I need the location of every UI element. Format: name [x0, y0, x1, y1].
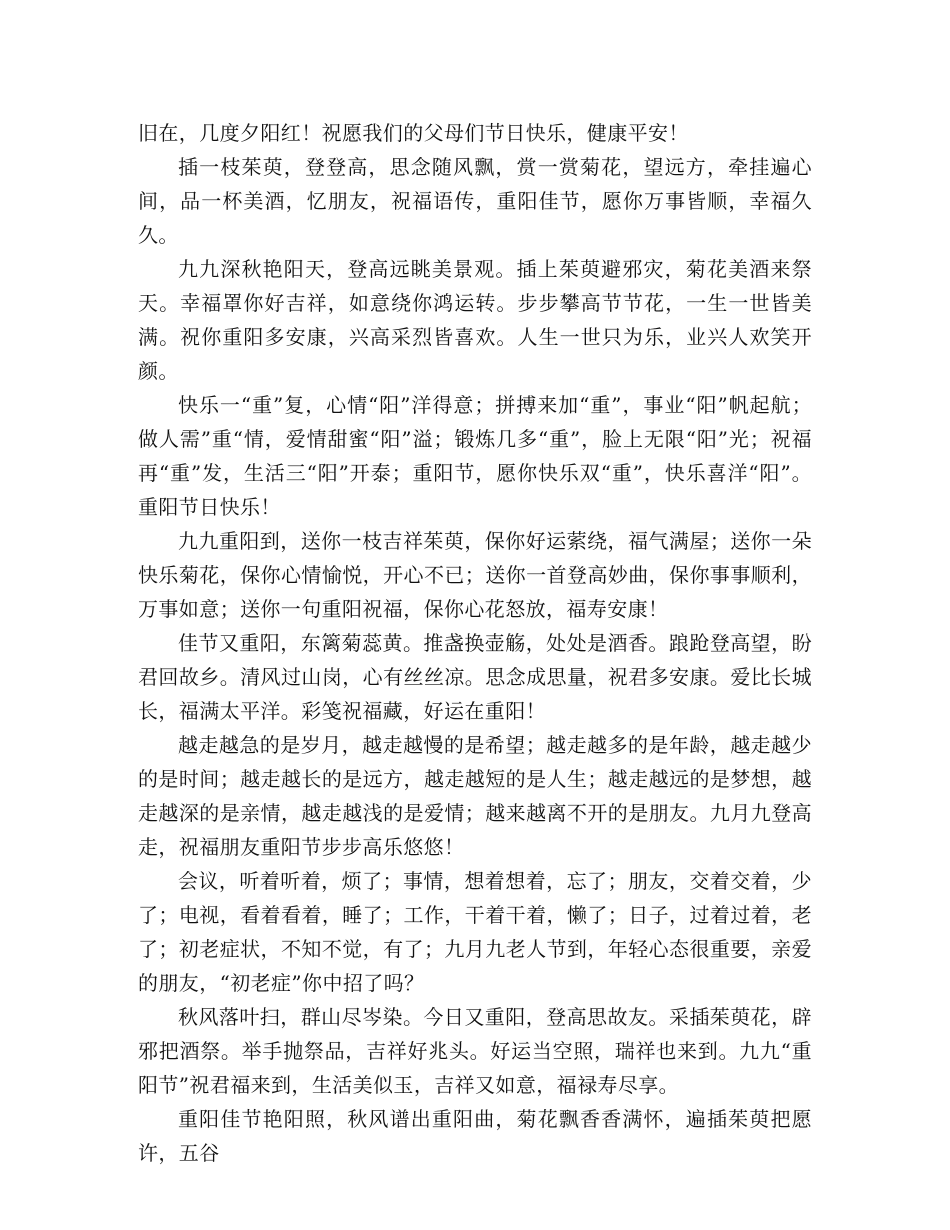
paragraph: 佳节又重阳，东篱菊蕊黄。推盏换壶觞，处处是酒香。踉跄登高望，盼君回故乡。清风过山岗，心有丝丝凉。思念成思量，祝君多安康。爱比长城长，福满太平洋。彩笺祝福藏，好运在重阳！ — [138, 631, 812, 723]
document-body — [138, 116, 812, 1170]
paragraph: 九九重阳到，送你一枝吉祥茱萸，保你好运萦绕，福气满屋；送你一朵快乐菊花，保你心情愉悦，开心不已；送你一首登高妙曲，保你事事顺利，万事如意；送你一句重阳祝福，保你心花怒放，福寿安康！ — [138, 529, 812, 621]
paragraph: 快乐一“重”复，心情“阳”洋得意；拼搏来加“重”，事业“阳”帆起航；做人需”重“情，爱情甜蜜“阳”溢；锻炼几多“重”，脸上无限“阳”光；祝福再“重”发，生活三“阳”开泰；重阳节，愿你快乐双“重”，快乐喜洋“阳”。重阳节日快乐！ — [138, 393, 812, 519]
paragraph: 旧在，几度夕阳红！祝愿我们的父母们节日快乐，健康平安！ — [138, 121, 689, 145]
paragraph: 会议，听着听着，烦了；事情，想着想着，忘了；朋友，交着交着，少了；电视，看着看着，睡了；工作，干着干着，懒了；日子，过着过着，老了；初老症状，不知不觉，有了；九月九老人节到，年轻心态很重要，亲爱的朋友，“初老症”你中招了吗？ — [138, 869, 812, 995]
paragraph: 越走越急的是岁月，越走越慢的是希望；越走越多的是年龄，越走越少的是时间；越走越长的是远方，越走越短的是人生；越走越远的是梦想，越走越深的是亲情，越走越浅的是爱情；越来越离不开的是朋友。九月九登高走，祝福朋友重阳节步步高乐悠悠！ — [138, 733, 812, 859]
paragraph: 重阳佳节艳阳照，秋风谱出重阳曲，菊花飘香香满怀，遍插茱萸把愿许，五谷 — [138, 1107, 812, 1165]
paragraph: 秋风落叶扫，群山尽岑染。今日又重阳，登高思故友。采插茱萸花，辟邪把酒祭。举手抛祭品，吉祥好兆头。好运当空照，瑞祥也来到。九九“重阳节”祝君福来到，生活美似玉，吉祥又如意，福禄寿尽享。 — [138, 1005, 812, 1097]
paragraph: 九九深秋艳阳天，登高远眺美景观。插上茱萸避邪灾，菊花美酒来祭天。幸福罩你好吉祥，如意绕你鸿运转。步步攀高节节花，一生一世皆美满。祝你重阳多安康，兴高采烈皆喜欢。人生一世只为乐，业兴人欢笑开颜。 — [138, 257, 812, 383]
paragraph: 插一枝茱萸，登登高，思念随风飘，赏一赏菊花，望远方，牵挂遍心间，品一杯美酒，忆朋友，祝福语传，重阳佳节，愿你万事皆顺，幸福久久。 — [138, 155, 812, 247]
